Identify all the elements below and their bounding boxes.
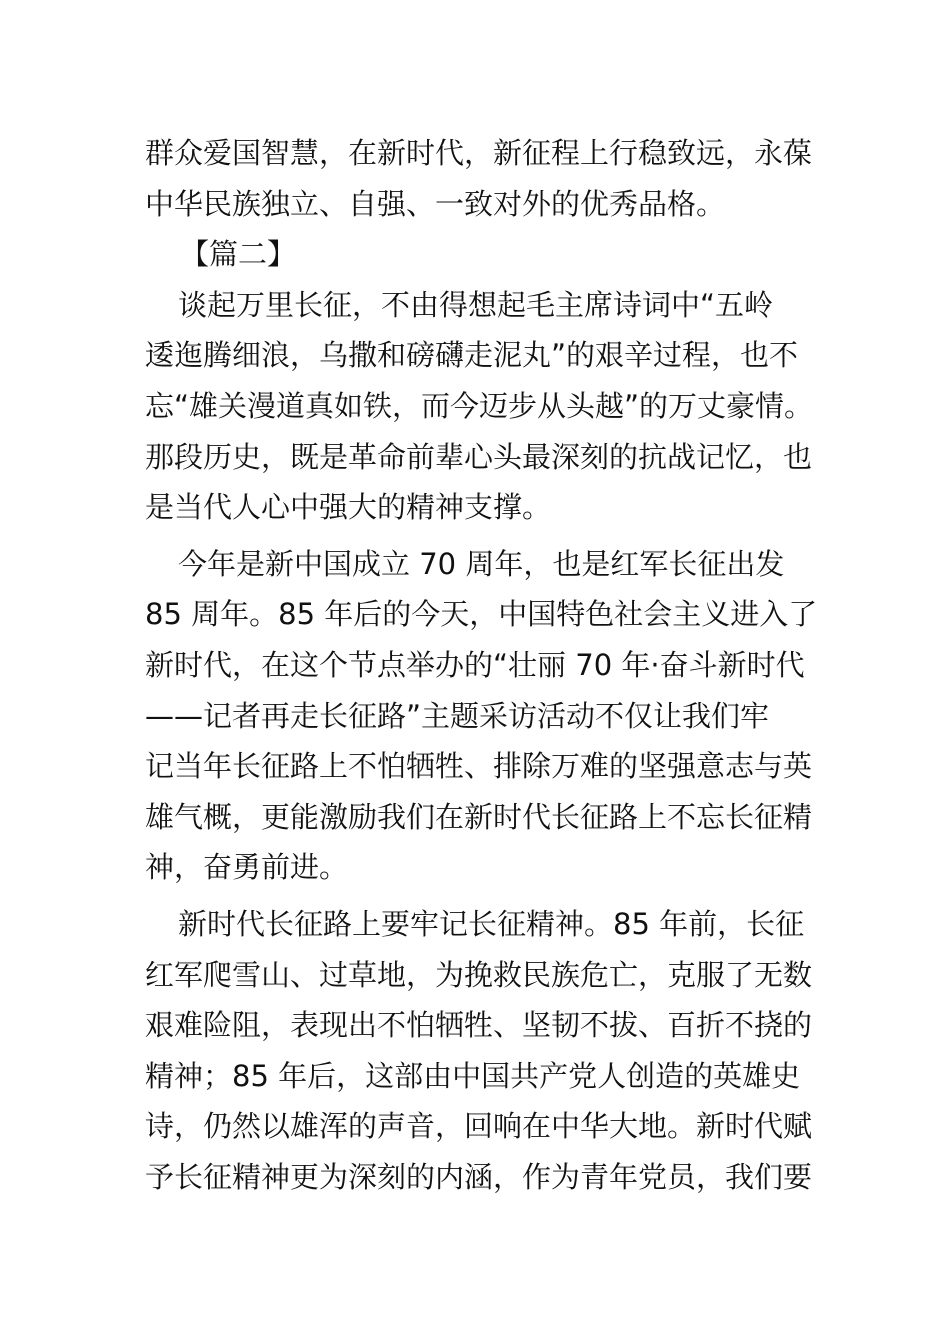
text-line: 艰难险阻，表现出不怕牺牲、坚韧不拔、百折不挠的 [145,1008,813,1043]
paragraph-3 [145,899,825,1203]
section-heading: 【篇二】 [180,237,297,272]
text-line: 予长征精神更为深刻的内涵，作为青年党员，我们要 [145,1159,813,1194]
intro-paragraph [145,128,825,229]
text-line: 逶迤腾细浪，乌撒和磅礴走泥丸”的艰辛过程，也不 [145,338,799,373]
text-line: 忘“雄关漫道真如铁，而今迈步从头越”的万丈豪情。 [145,388,814,423]
text-line: 谈起万里长征，不由得想起毛主席诗词中“五岭 [178,287,774,322]
section-heading-block [145,229,825,280]
paragraph-1 [145,280,825,533]
paragraph-2 [145,539,825,893]
text-line: 红军爬雪山、过草地，为挽救民族危亡，克服了无数 [145,957,813,992]
text-line: 雄气概，更能激励我们在新时代长征路上不忘长征精 [145,799,813,834]
text-line: 神，奋勇前进。 [145,850,349,885]
text-line: 记当年长征路上不怕牺牲、排除万难的坚强意志与英 [145,749,813,784]
text-line: 是当代人心中强大的精神支撑。 [145,490,552,525]
text-line: ——记者再走长征路”主题采访活动不仅让我们牢 [145,698,770,733]
text-line: 新时代，在这个节点举办的“壮丽 70 年·奋斗新时代 [145,647,805,682]
text-line: 精神；85 年后，这部由中国共产党人创造的英雄史 [145,1058,801,1093]
text-line: 群众爱国智慧，在新时代，新征程上行稳致远，永葆 [145,136,813,170]
text-line: 85 周年。85 年后的今天，中国特色社会主义进入了 [145,597,818,632]
text-line: 诗，仍然以雄浑的声音，回响在中华大地。新时代赋 [145,1109,813,1144]
text-line: 新时代长征路上要牢记长征精神。85 年前，长征 [178,906,805,941]
document-body [145,128,825,1202]
text-line: 今年是新中国成立 70 周年，也是红军长征出发 [178,546,785,581]
text-line: 那段历史，既是革命前辈心头最深刻的抗战记忆，也 [145,439,813,474]
text-line: 中华民族独立、自强、一致对外的优秀品格。 [145,186,726,221]
